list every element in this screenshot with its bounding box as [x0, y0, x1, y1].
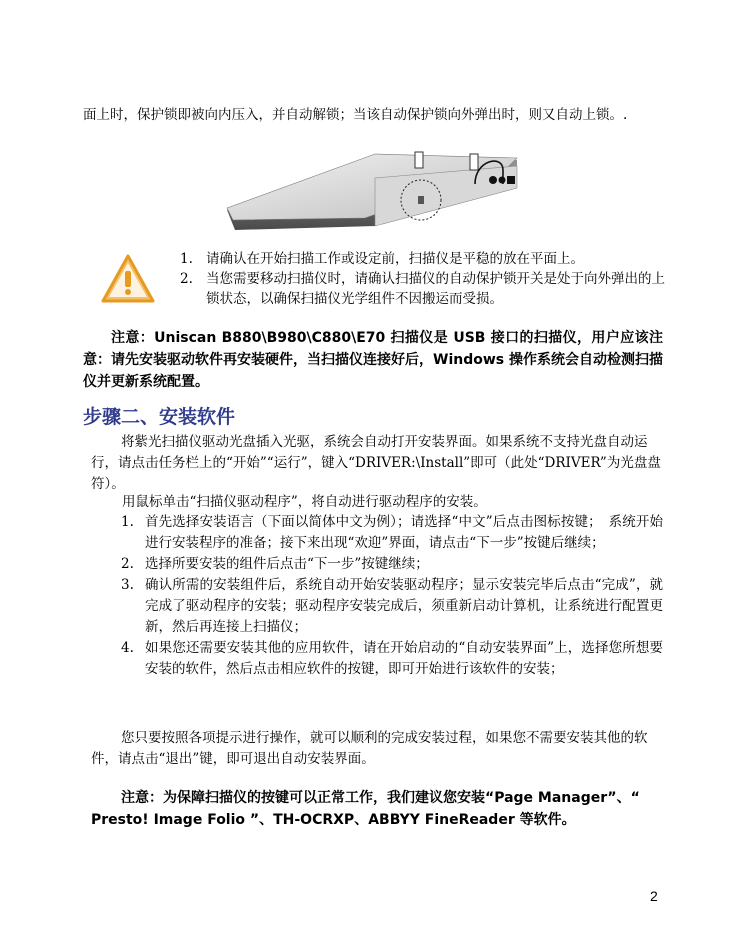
- install-steps: [121, 512, 663, 680]
- driver-note: 注意：Uniscan B880\B980\C880\E70 扫描仪是 USB 接口的扫描仪，用户应该注意：请先安装驱动软件再安装硬件，当扫描仪连接好后，Windows 操作系统会自动检测扫描仪并更新系统配置。: [83, 330, 663, 390]
- item-text: 首先选择安装语言（下面以简体中文为例）；请选择“中文”后点击图标按键； 系统开始进行安装程序的准备；接下来出现“欢迎”界面，请点击“下一步”按键后继续；: [145, 514, 663, 551]
- warning-icon: [100, 253, 156, 305]
- list-item: [121, 554, 663, 575]
- intro-paragraph: 面上时，保护锁即被向内压入，并自动解锁；当该自动保护锁向外弹出时，则又自动上锁。.: [83, 107, 628, 123]
- section-heading: 步骤二、安装软件: [83, 406, 236, 428]
- install-paragraph: 将紫光扫描仪驱动光盘插入光驱，系统会自动打开安装界面。如果系统不支持光盘自动运行，请点击任务栏上的“开始”“运行”，键入“DRIVER:\Install”即可（此处“DRIVER”为光盘盘符）。: [91, 434, 661, 492]
- item-number: 3.: [121, 577, 134, 593]
- list-item: [121, 638, 663, 680]
- list-item: [121, 512, 663, 554]
- list-item: [121, 575, 663, 638]
- item-number: 2.: [121, 556, 134, 572]
- page-number: 2: [650, 888, 658, 904]
- item-text: 请确认在开始扫描工作或设定前，扫描仪是平稳的放在平面上。: [206, 251, 584, 267]
- list-item: [180, 249, 665, 269]
- driver-paragraph: 用鼠标单击“扫描仪驱动程序”，将自动进行驱动程序的安装。: [122, 494, 487, 510]
- item-text: 如果您还需要安装其他的应用软件，请在开始启动的“自动安装界面”上，选择您所想要安装的软件，然后点击相应软件的按键，即可开始进行该软件的安装；: [145, 640, 663, 677]
- item-text: 确认所需的安装组件后，系统自动开始安装驱动程序；显示安装完毕后点击“完成”，就完成了驱动程序的安装；驱动程序安装完成后，须重新启动计算机，让系统进行配置更新，然后再连接上扫描仪；: [145, 577, 663, 635]
- item-number: 1.: [180, 251, 193, 267]
- item-text: 选择所要安装的组件后点击“下一步”按键继续；: [145, 556, 429, 572]
- software-note: 注意：为保障扫描仪的按键可以正常工作，我们建议您安装“Page Manager”、“ Presto! Image Folio ”、TH-OCRXP、ABBYY FineReader 等软件。: [91, 790, 640, 828]
- closing-paragraph: 您只要按照各项提示进行操作，就可以顺利的完成安装过程，如果您不需要安装其他的软件，请点击“退出”键，即可退出自动安装界面。: [91, 730, 648, 767]
- scanner-illustration: [225, 148, 525, 236]
- item-text: 当您需要移动扫描仪时，请确认扫描仪的自动保护锁开关是处于向外弹出的上锁状态，以确保扫描仪光学组件不因搬运而受损。: [206, 271, 665, 307]
- item-number: 2.: [180, 271, 193, 287]
- warning-list: [180, 249, 665, 309]
- item-number: 4.: [121, 640, 134, 656]
- list-item: [180, 269, 665, 309]
- item-number: 1.: [121, 514, 134, 530]
